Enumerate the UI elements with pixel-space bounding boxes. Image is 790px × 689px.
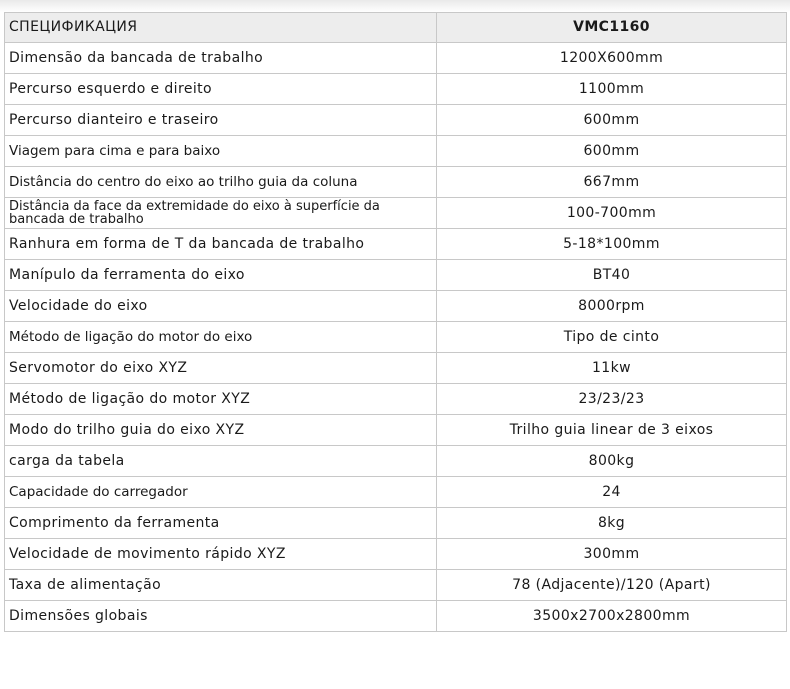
spec-value: 600mm xyxy=(437,105,787,136)
spec-label: Dimensão da bancada de trabalho xyxy=(5,43,437,74)
table-row xyxy=(5,229,787,260)
table-row xyxy=(5,508,787,539)
spec-value: 5-18*100mm xyxy=(437,229,787,260)
table-row xyxy=(5,570,787,601)
table-row xyxy=(5,74,787,105)
table-row xyxy=(5,291,787,322)
table-row xyxy=(5,415,787,446)
spec-label: Viagem para cima e para baixo xyxy=(5,136,437,167)
spec-label: Ranhura em forma de T da bancada de trabalho xyxy=(5,229,437,260)
spec-value: 1100mm xyxy=(437,74,787,105)
table-row xyxy=(5,601,787,632)
spec-value: 11kw xyxy=(437,353,787,384)
spec-label: Método de ligação do motor do eixo xyxy=(5,322,437,353)
spec-value: Tipo de cinto xyxy=(437,322,787,353)
spec-value: 3500x2700x2800mm xyxy=(437,601,787,632)
spec-value: 23/23/23 xyxy=(437,384,787,415)
spec-value: 78 (Adjacente)/120 (Apart) xyxy=(437,570,787,601)
table-row xyxy=(5,167,787,198)
spec-label: Servomotor do eixo XYZ xyxy=(5,353,437,384)
header-label: СПЕЦИФИКАЦИЯ xyxy=(5,13,437,43)
spec-label: Velocidade do eixo xyxy=(5,291,437,322)
header-model: VMC1160 xyxy=(437,13,787,43)
table-row xyxy=(5,322,787,353)
spec-label: Dimensões globais xyxy=(5,601,437,632)
spec-label: Distância do centro do eixo ao trilho guia da coluna xyxy=(5,167,437,198)
table-row xyxy=(5,43,787,74)
spec-label: carga da tabela xyxy=(5,446,437,477)
table-row xyxy=(5,353,787,384)
table-row xyxy=(5,198,787,229)
table-row xyxy=(5,384,787,415)
spec-value: 8000rpm xyxy=(437,291,787,322)
table-row xyxy=(5,136,787,167)
table-row xyxy=(5,260,787,291)
top-shadow-strip xyxy=(0,0,790,12)
spec-value: 667mm xyxy=(437,167,787,198)
spec-value: 300mm xyxy=(437,539,787,570)
spec-label: Distância da face da extremidade do eixo à superfície da bancada de trabalho xyxy=(5,198,437,229)
table-row xyxy=(5,539,787,570)
spec-value: 1200X600mm xyxy=(437,43,787,74)
table-row xyxy=(5,105,787,136)
spec-value: 100-700mm xyxy=(437,198,787,229)
spec-label: Manípulo da ferramenta do eixo xyxy=(5,260,437,291)
spec-label: Percurso esquerdo e direito xyxy=(5,74,437,105)
table-row xyxy=(5,446,787,477)
spec-value: 800kg xyxy=(437,446,787,477)
spec-label: Capacidade do carregador xyxy=(5,477,437,508)
table-row xyxy=(5,477,787,508)
specification-table xyxy=(4,12,787,632)
spec-label: Comprimento da ferramenta xyxy=(5,508,437,539)
spec-label: Modo do trilho guia do eixo XYZ xyxy=(5,415,437,446)
spec-value: 8kg xyxy=(437,508,787,539)
spec-value: 24 xyxy=(437,477,787,508)
table-header-row xyxy=(5,13,787,43)
spec-value: 600mm xyxy=(437,136,787,167)
spec-label: Taxa de alimentação xyxy=(5,570,437,601)
spec-value: Trilho guia linear de 3 eixos xyxy=(437,415,787,446)
spec-label: Velocidade de movimento rápido XYZ xyxy=(5,539,437,570)
spec-label: Percurso dianteiro e traseiro xyxy=(5,105,437,136)
spec-value: BT40 xyxy=(437,260,787,291)
spec-label: Método de ligação do motor XYZ xyxy=(5,384,437,415)
